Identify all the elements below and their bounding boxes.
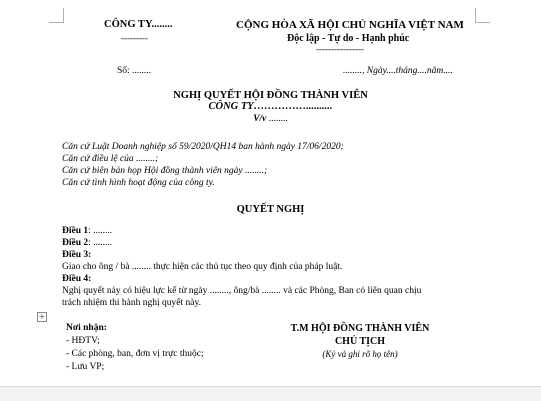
basis-line: Căn cứ điều lệ của ........; [62, 154, 159, 164]
article-1-label: Điều 1 [62, 226, 89, 236]
article-2-text: : ........ [88, 238, 113, 248]
margin-corner-top-right [475, 8, 490, 23]
article-3-body: Giao cho ông / bà ........ thực hiện các thủ tục theo quy định của pháp luật. [62, 262, 343, 272]
page-bottom-edge [0, 386, 541, 401]
recipients-heading: Nơi nhận: [66, 323, 107, 333]
article-4-body: Nghị quyết này có hiệu lực kể từ ngày ........, ông/bà ........ và các Phòng, Ban có liên quan chịu [62, 286, 422, 296]
motto: Độc lập - Tự do - Hạnh phúc [287, 33, 410, 44]
resolution-title: NGHỊ QUYẾT HỘI ĐỒNG THÀNH VIÊN [173, 90, 368, 101]
move-handle-icon[interactable]: + [38, 312, 46, 321]
resolution-subject [0, 114, 541, 124]
decision-heading: QUYẾT NGHỊ [236, 204, 305, 215]
resolution-company: CÔNG TY…………….......... [208, 101, 333, 112]
recipient-item: - Lưu VP; [66, 362, 105, 372]
article-1-text: : ........ [88, 226, 113, 236]
nation-heading: CỘNG HÒA XÃ HỘI CHỦ NGHĨA VIỆT NAM [236, 19, 464, 31]
signature-note: (Ký và ghi rõ họ tên) [322, 349, 398, 359]
signature-title: T.M HỘI ĐỒNG THÀNH VIÊN [290, 323, 430, 334]
article-4-body-cont: trách nhiệm thi hành nghị quyết này. [62, 298, 201, 308]
subject-prefix: V/v [253, 114, 267, 124]
basis-line: Căn cứ tình hình hoạt động của công ty. [62, 178, 215, 188]
subject-text: ........ [266, 114, 288, 124]
article-2 [62, 238, 112, 248]
recipient-item: - Các phòng, ban, đơn vị trực thuộc; [66, 349, 204, 359]
basis-line: Căn cứ biên bản họp Hội đồng thành viên ngày ........; [62, 166, 268, 176]
basis-line: Căn cứ Luật Doanh nghiệp số 59/2020/QH14 ban hành ngày 17/06/2020; [62, 142, 344, 152]
article-3-label: Điều 3: [62, 250, 92, 260]
recipient-item: - HĐTV; [66, 336, 100, 346]
signature-role: CHỦ TỊCH [334, 336, 386, 347]
motto-rule: ---------------- [316, 44, 364, 54]
document-number: Số: ........ [117, 66, 152, 76]
margin-corner-top-left [49, 8, 64, 23]
article-1 [62, 226, 112, 236]
document-date: ........, Ngày....tháng....năm.... [343, 66, 453, 76]
company-name: CÔNG TY........ [104, 19, 173, 30]
article-4-label: Điều 4: [62, 274, 92, 284]
company-rule: --------- [121, 33, 148, 43]
article-2-label: Điều 2 [62, 238, 89, 248]
